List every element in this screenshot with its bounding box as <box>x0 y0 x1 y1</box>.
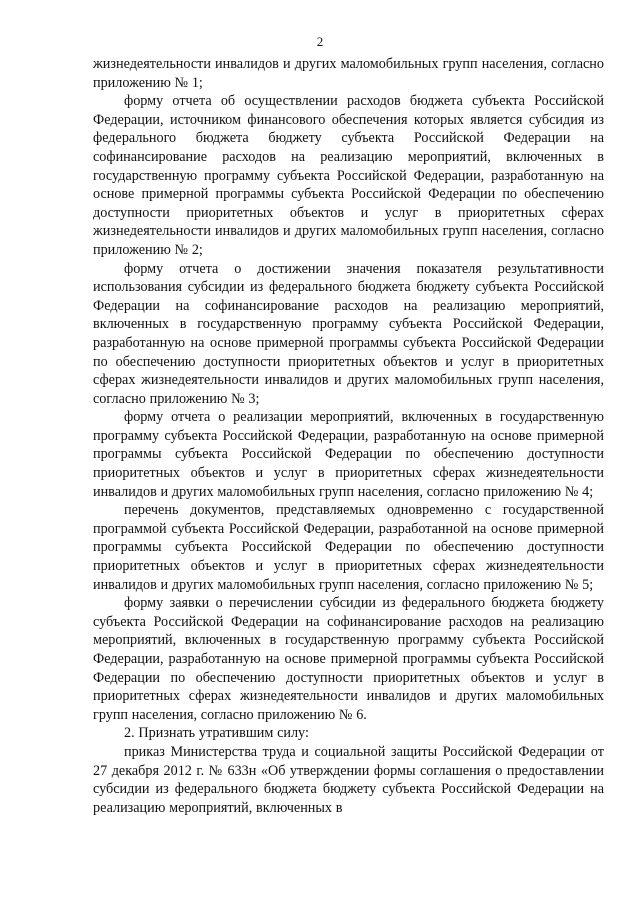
paragraph-item-2-heading: 2. Признать утратившим силу: <box>124 725 309 742</box>
paragraph-transfer-request-form: форму заявки о перечислении субсидии из федерального бюджета бюджету субъекта Российской Федерации на софинансирование расходов на реализацию мероприятий, включенных в государственную программу субъекта Российской Федерации, разработанную на основе примерной программы субъекта Российской Федерации по обеспечению доступности приоритетных объектов и услуг в приоритетных сферах жизнедеятельности инвалидов и других маломобильных групп населения, согласно приложению № 6. <box>93 595 604 723</box>
paragraph-document-list: перечень документов, представляемых одновременно с государственной программой субъекта Российской Федерации, разработанной на основе примерной программы субъекта Российской Федерации по обеспечению доступности приоритетных объектов и услуг в приоритетных сферах жизнедеятельности инвалидов и других маломобильных групп населения, согласно приложению № 5; <box>93 502 604 593</box>
paragraph-performance-indicator-form: форму отчета о достижении значения показателя результативности использования субсидии из федерального бюджета бюджету субъекта Российской Федерации на софинансирование расходов на реализацию мероприятий, включенных в государственную программу субъекта Российской Федерации, разработанную на основе примерной программы субъекта Российской Федерации по обеспечению доступности приоритетных объектов и услуг в приоритетных сферах жизнедеятельности инвалидов и других маломобильных групп населения, согласно приложению № 3; <box>93 260 604 407</box>
paragraph-implementation-report-form: форму отчета о реализации мероприятий, включенных в государственную программу субъекта Российской Федерации, разработанную на основе примерной программы субъекта Российской Федерации по обеспечению доступности приоритетных объектов и услуг в приоритетных сферах жизнедеятельности инвалидов и других маломобильных групп населения, согласно приложению № 4; <box>93 409 604 500</box>
paragraph-repealed-order: приказ Министерства труда и социальной защиты Российской Федерации от 27 декабря 2012 г. № 633н «Об утверждении формы соглашения о предоставлении субсидии из федерального бюджета бюджету субъекта Российской Федерации на реализацию мероприятий, включенных в <box>93 743 604 816</box>
paragraph-expense-report-form: форму отчета об осуществлении расходов бюджета субъекта Российской Федерации, источником финансового обеспечения которых является субсидия из федерального бюджета бюджету субъекта Российской Федерации на софинансирование расходов на реализацию мероприятий, включенных в государственную программу субъекта Российской Федерации, разработанную на основе примерной программы субъекта Российской Федерации по обеспечению доступности приоритетных объектов и услуг в приоритетных сферах жизнедеятельности инвалидов и других маломобильных групп населения, согласно приложению № 2; <box>93 93 604 258</box>
paragraph-continuation: жизнедеятельности инвалидов и других маломобильных групп населения, согласно приложению № 1; <box>93 56 604 91</box>
document-body <box>93 55 604 817</box>
page-number: 2 <box>316 34 324 49</box>
